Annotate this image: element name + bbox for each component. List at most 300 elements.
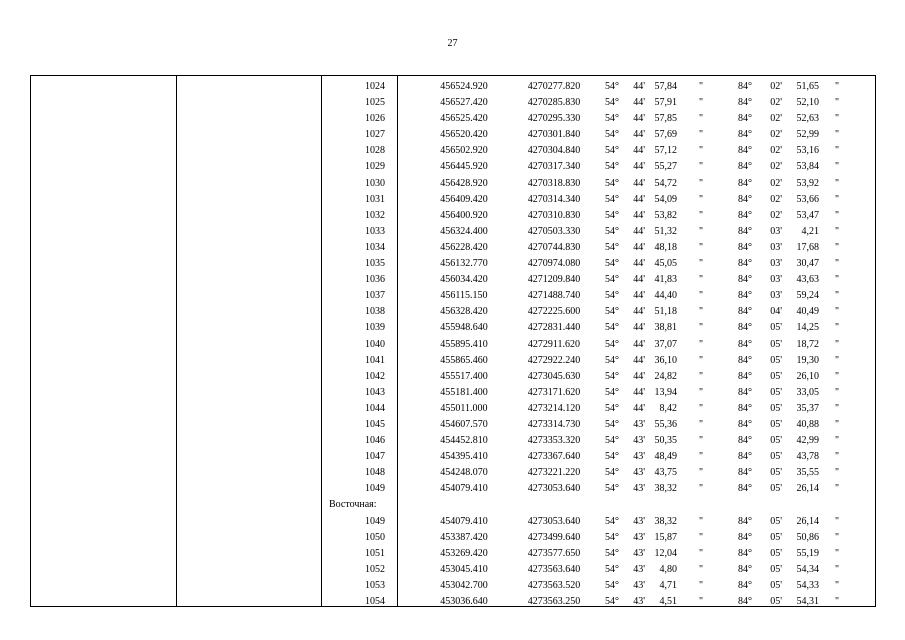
x-coordinate: 456525.420 xyxy=(440,113,488,125)
latitude-seconds-mark: " xyxy=(699,579,704,591)
x-coordinate: 453045.410 xyxy=(440,563,488,575)
latitude-seconds-mark: " xyxy=(699,483,704,495)
longitude-degrees: 84° xyxy=(738,338,752,350)
longitude-seconds: 52,63 xyxy=(796,113,819,125)
longitude-seconds-mark: " xyxy=(835,306,840,318)
y-coordinate: 4270304.840 xyxy=(527,145,581,157)
longitude-seconds: 26,10 xyxy=(796,370,819,382)
latitude-minutes: 44' xyxy=(633,113,645,125)
x-coordinate: 453387.420 xyxy=(440,531,488,543)
longitude-degrees: 84° xyxy=(738,386,752,398)
latitude-minutes: 44' xyxy=(633,258,645,270)
y-coordinate: 4271209.840 xyxy=(527,274,581,286)
longitude-minutes: 03' xyxy=(770,290,782,302)
longitude-degrees: 84° xyxy=(738,145,752,157)
point-number: 1049 xyxy=(365,483,385,495)
longitude-minutes: 05' xyxy=(770,467,782,479)
latitude-seconds: 45,05 xyxy=(654,258,677,270)
longitude-degrees: 84° xyxy=(738,483,752,495)
longitude-seconds-mark: " xyxy=(835,241,840,253)
longitude-seconds: 59,24 xyxy=(796,290,819,302)
longitude-seconds: 54,34 xyxy=(796,563,819,575)
longitude-seconds-mark: " xyxy=(835,370,840,382)
table-row xyxy=(31,546,875,562)
longitude-degrees: 84° xyxy=(738,274,752,286)
table-row xyxy=(31,320,875,336)
table-row xyxy=(31,95,875,111)
latitude-minutes: 43' xyxy=(633,483,645,495)
longitude-seconds: 53,66 xyxy=(796,193,819,205)
y-coordinate: 4272831.440 xyxy=(527,322,581,334)
x-coordinate: 455517.400 xyxy=(440,370,488,382)
x-coordinate: 456445.920 xyxy=(440,161,488,173)
longitude-degrees: 84° xyxy=(738,531,752,543)
x-coordinate: 455011.000 xyxy=(440,402,488,414)
longitude-seconds-mark: " xyxy=(835,531,840,543)
y-coordinate: 4273353.320 xyxy=(527,435,581,447)
longitude-degrees: 84° xyxy=(738,563,752,575)
latitude-minutes: 43' xyxy=(633,515,645,527)
latitude-degrees: 54° xyxy=(605,97,619,109)
latitude-degrees: 54° xyxy=(605,322,619,334)
latitude-seconds: 55,27 xyxy=(654,161,677,173)
latitude-degrees: 54° xyxy=(605,435,619,447)
latitude-seconds: 50,35 xyxy=(654,435,677,447)
table-row xyxy=(31,369,875,385)
x-coordinate: 455895.410 xyxy=(440,338,488,350)
longitude-minutes: 05' xyxy=(770,596,782,607)
longitude-seconds: 42,99 xyxy=(796,435,819,447)
table-row xyxy=(31,449,875,465)
latitude-minutes: 43' xyxy=(633,579,645,591)
latitude-minutes: 44' xyxy=(633,386,645,398)
table-row xyxy=(31,143,875,159)
y-coordinate: 4270503.330 xyxy=(527,225,581,237)
longitude-seconds: 40,88 xyxy=(796,418,819,430)
y-coordinate: 4273045.630 xyxy=(527,370,581,382)
x-coordinate: 454079.410 xyxy=(440,483,488,495)
latitude-minutes: 44' xyxy=(633,354,645,366)
longitude-degrees: 84° xyxy=(738,579,752,591)
longitude-minutes: 02' xyxy=(770,193,782,205)
latitude-seconds: 51,18 xyxy=(654,306,677,318)
latitude-seconds-mark: " xyxy=(699,451,704,463)
latitude-seconds-mark: " xyxy=(699,209,704,221)
longitude-seconds: 19,30 xyxy=(796,354,819,366)
longitude-seconds: 52,10 xyxy=(796,97,819,109)
longitude-seconds-mark: " xyxy=(835,258,840,270)
latitude-seconds: 13,94 xyxy=(654,386,677,398)
latitude-degrees: 54° xyxy=(605,113,619,125)
longitude-degrees: 84° xyxy=(738,547,752,559)
latitude-seconds: 48,49 xyxy=(654,451,677,463)
latitude-seconds-mark: " xyxy=(699,145,704,157)
y-coordinate: 4272922.240 xyxy=(527,354,581,366)
latitude-seconds-mark: " xyxy=(699,241,704,253)
latitude-minutes: 44' xyxy=(633,274,645,286)
longitude-degrees: 84° xyxy=(738,290,752,302)
longitude-seconds-mark: " xyxy=(835,354,840,366)
longitude-seconds: 55,19 xyxy=(796,547,819,559)
page-number: 27 xyxy=(447,38,458,49)
latitude-minutes: 44' xyxy=(633,177,645,189)
longitude-minutes: 02' xyxy=(770,129,782,141)
longitude-degrees: 84° xyxy=(738,354,752,366)
latitude-degrees: 54° xyxy=(605,354,619,366)
latitude-degrees: 54° xyxy=(605,483,619,495)
longitude-minutes: 05' xyxy=(770,515,782,527)
longitude-seconds: 35,55 xyxy=(796,467,819,479)
longitude-seconds: 40,49 xyxy=(796,306,819,318)
latitude-seconds: 8,42 xyxy=(659,402,677,414)
point-number: 1024 xyxy=(365,81,385,92)
latitude-seconds-mark: " xyxy=(699,258,704,270)
longitude-minutes: 05' xyxy=(770,547,782,559)
point-number: 1054 xyxy=(365,596,385,607)
latitude-minutes: 43' xyxy=(633,418,645,430)
longitude-degrees: 84° xyxy=(738,97,752,109)
latitude-seconds: 44,40 xyxy=(654,290,677,302)
latitude-minutes: 43' xyxy=(633,531,645,543)
latitude-seconds: 38,32 xyxy=(654,515,677,527)
longitude-minutes: 05' xyxy=(770,386,782,398)
longitude-seconds-mark: " xyxy=(835,418,840,430)
longitude-minutes: 05' xyxy=(770,531,782,543)
latitude-seconds-mark: " xyxy=(699,435,704,447)
x-coordinate: 456524.920 xyxy=(440,81,488,92)
table-row xyxy=(31,176,875,192)
point-number: 1039 xyxy=(365,322,385,334)
table-row xyxy=(31,385,875,401)
latitude-minutes: 44' xyxy=(633,209,645,221)
y-coordinate: 4273053.640 xyxy=(527,483,581,495)
y-coordinate: 4273563.520 xyxy=(527,579,581,591)
latitude-minutes: 44' xyxy=(633,193,645,205)
y-coordinate: 4270310.830 xyxy=(527,209,581,221)
latitude-seconds-mark: " xyxy=(699,467,704,479)
y-coordinate: 4270295.330 xyxy=(527,113,581,125)
latitude-seconds-mark: " xyxy=(699,306,704,318)
latitude-minutes: 44' xyxy=(633,338,645,350)
longitude-seconds-mark: " xyxy=(835,81,840,92)
longitude-minutes: 02' xyxy=(770,177,782,189)
table-row xyxy=(31,353,875,369)
x-coordinate: 456428.920 xyxy=(440,177,488,189)
longitude-degrees: 84° xyxy=(738,322,752,334)
longitude-seconds: 50,86 xyxy=(796,531,819,543)
latitude-minutes: 43' xyxy=(633,596,645,607)
longitude-degrees: 84° xyxy=(738,370,752,382)
latitude-seconds: 4,71 xyxy=(659,579,677,591)
longitude-degrees: 84° xyxy=(738,258,752,270)
longitude-degrees: 84° xyxy=(738,241,752,253)
longitude-minutes: 05' xyxy=(770,338,782,350)
point-number: 1028 xyxy=(365,145,385,157)
longitude-seconds-mark: " xyxy=(835,145,840,157)
table-row xyxy=(31,288,875,304)
latitude-seconds: 55,36 xyxy=(654,418,677,430)
latitude-degrees: 54° xyxy=(605,547,619,559)
latitude-degrees: 54° xyxy=(605,161,619,173)
point-number: 1031 xyxy=(365,193,385,205)
x-coordinate: 456527.420 xyxy=(440,97,488,109)
coordinates-table xyxy=(30,75,876,607)
longitude-seconds: 35,37 xyxy=(796,402,819,414)
longitude-degrees: 84° xyxy=(738,418,752,430)
latitude-degrees: 54° xyxy=(605,290,619,302)
longitude-degrees: 84° xyxy=(738,451,752,463)
latitude-degrees: 54° xyxy=(605,241,619,253)
table-row xyxy=(31,514,875,530)
longitude-seconds: 54,31 xyxy=(796,596,819,607)
latitude-seconds: 57,84 xyxy=(654,81,677,92)
longitude-minutes: 05' xyxy=(770,579,782,591)
point-number: 1030 xyxy=(365,177,385,189)
longitude-seconds-mark: " xyxy=(835,515,840,527)
longitude-degrees: 84° xyxy=(738,161,752,173)
longitude-minutes: 05' xyxy=(770,483,782,495)
latitude-minutes: 43' xyxy=(633,547,645,559)
longitude-minutes: 05' xyxy=(770,402,782,414)
y-coordinate: 4270318.830 xyxy=(527,177,581,189)
longitude-minutes: 05' xyxy=(770,435,782,447)
latitude-seconds: 43,75 xyxy=(654,467,677,479)
longitude-seconds-mark: " xyxy=(835,451,840,463)
latitude-seconds: 57,91 xyxy=(654,97,677,109)
table-row xyxy=(31,433,875,449)
point-number: 1042 xyxy=(365,370,385,382)
y-coordinate: 4273367.640 xyxy=(527,451,581,463)
longitude-seconds: 4,21 xyxy=(801,225,819,237)
y-coordinate: 4270974.080 xyxy=(527,258,581,270)
latitude-degrees: 54° xyxy=(605,209,619,221)
point-number: 1053 xyxy=(365,579,385,591)
longitude-minutes: 05' xyxy=(770,418,782,430)
point-number: 1043 xyxy=(365,386,385,398)
point-number: 1047 xyxy=(365,451,385,463)
point-number: 1038 xyxy=(365,306,385,318)
x-coordinate: 456328.420 xyxy=(440,306,488,318)
longitude-seconds: 26,14 xyxy=(796,515,819,527)
longitude-seconds-mark: " xyxy=(835,547,840,559)
x-coordinate: 455865.460 xyxy=(440,354,488,366)
longitude-seconds: 33,05 xyxy=(796,386,819,398)
y-coordinate: 4270285.830 xyxy=(527,97,581,109)
latitude-seconds-mark: " xyxy=(699,338,704,350)
longitude-minutes: 05' xyxy=(770,354,782,366)
longitude-minutes: 03' xyxy=(770,241,782,253)
latitude-degrees: 54° xyxy=(605,81,619,92)
longitude-seconds: 30,47 xyxy=(796,258,819,270)
table-row xyxy=(31,401,875,417)
latitude-degrees: 54° xyxy=(605,274,619,286)
point-number: 1048 xyxy=(365,467,385,479)
latitude-minutes: 44' xyxy=(633,290,645,302)
latitude-seconds: 57,85 xyxy=(654,113,677,125)
y-coordinate: 4273499.640 xyxy=(527,531,581,543)
longitude-seconds-mark: " xyxy=(835,225,840,237)
y-coordinate: 4273563.250 xyxy=(527,596,581,607)
y-coordinate: 4270277.820 xyxy=(527,81,581,92)
longitude-seconds: 26,14 xyxy=(796,483,819,495)
longitude-minutes: 03' xyxy=(770,274,782,286)
longitude-seconds: 51,65 xyxy=(796,81,819,92)
latitude-seconds-mark: " xyxy=(699,596,704,607)
latitude-minutes: 44' xyxy=(633,97,645,109)
latitude-seconds-mark: " xyxy=(699,274,704,286)
longitude-seconds: 53,16 xyxy=(796,145,819,157)
y-coordinate: 4273221.220 xyxy=(527,467,581,479)
y-coordinate: 4270744.830 xyxy=(527,241,581,253)
latitude-minutes: 44' xyxy=(633,322,645,334)
y-coordinate: 4270317.340 xyxy=(527,161,581,173)
point-number: 1041 xyxy=(365,354,385,366)
longitude-minutes: 05' xyxy=(770,451,782,463)
y-coordinate: 4273171.620 xyxy=(527,386,581,398)
x-coordinate: 456034.420 xyxy=(440,274,488,286)
latitude-seconds: 37,07 xyxy=(654,338,677,350)
longitude-seconds-mark: " xyxy=(835,435,840,447)
table-row xyxy=(31,272,875,288)
longitude-seconds-mark: " xyxy=(835,386,840,398)
longitude-seconds-mark: " xyxy=(835,563,840,575)
table-row xyxy=(31,481,875,497)
table-row xyxy=(31,304,875,320)
latitude-seconds: 41,83 xyxy=(654,274,677,286)
longitude-seconds: 53,92 xyxy=(796,177,819,189)
latitude-minutes: 44' xyxy=(633,306,645,318)
point-number: 1050 xyxy=(365,531,385,543)
latitude-minutes: 43' xyxy=(633,451,645,463)
latitude-degrees: 54° xyxy=(605,563,619,575)
longitude-seconds-mark: " xyxy=(835,290,840,302)
longitude-degrees: 84° xyxy=(738,129,752,141)
point-number: 1034 xyxy=(365,241,385,253)
longitude-seconds-mark: " xyxy=(835,193,840,205)
latitude-seconds-mark: " xyxy=(699,161,704,173)
table-row xyxy=(31,256,875,272)
point-number: 1052 xyxy=(365,563,385,575)
latitude-minutes: 44' xyxy=(633,241,645,253)
table-row xyxy=(31,578,875,594)
latitude-seconds-mark: " xyxy=(699,177,704,189)
x-coordinate: 453036.640 xyxy=(440,596,488,607)
table-row xyxy=(31,192,875,208)
longitude-minutes: 03' xyxy=(770,225,782,237)
section-label: Восточная: xyxy=(329,499,377,511)
longitude-degrees: 84° xyxy=(738,435,752,447)
table-row xyxy=(31,562,875,578)
latitude-seconds-mark: " xyxy=(699,402,704,414)
x-coordinate: 455181.400 xyxy=(440,386,488,398)
latitude-seconds-mark: " xyxy=(699,354,704,366)
y-coordinate: 4273053.640 xyxy=(527,515,581,527)
longitude-seconds-mark: " xyxy=(835,129,840,141)
y-coordinate: 4272911.620 xyxy=(527,338,581,350)
latitude-seconds: 15,87 xyxy=(654,531,677,543)
point-number: 1035 xyxy=(365,258,385,270)
longitude-seconds-mark: " xyxy=(835,483,840,495)
longitude-degrees: 84° xyxy=(738,596,752,607)
latitude-degrees: 54° xyxy=(605,418,619,430)
latitude-minutes: 44' xyxy=(633,370,645,382)
latitude-degrees: 54° xyxy=(605,258,619,270)
table-row xyxy=(31,337,875,353)
longitude-seconds: 18,72 xyxy=(796,338,819,350)
longitude-seconds-mark: " xyxy=(835,274,840,286)
latitude-degrees: 54° xyxy=(605,306,619,318)
latitude-seconds: 54,72 xyxy=(654,177,677,189)
latitude-seconds: 4,80 xyxy=(659,563,677,575)
latitude-seconds-mark: " xyxy=(699,322,704,334)
latitude-degrees: 54° xyxy=(605,145,619,157)
longitude-seconds: 17,68 xyxy=(796,241,819,253)
latitude-seconds: 38,81 xyxy=(654,322,677,334)
point-number: 1051 xyxy=(365,547,385,559)
x-coordinate: 454248.070 xyxy=(440,467,488,479)
longitude-degrees: 84° xyxy=(738,467,752,479)
point-number: 1044 xyxy=(365,402,385,414)
longitude-seconds: 54,33 xyxy=(796,579,819,591)
latitude-degrees: 54° xyxy=(605,451,619,463)
latitude-seconds-mark: " xyxy=(699,290,704,302)
latitude-seconds-mark: " xyxy=(699,386,704,398)
latitude-degrees: 54° xyxy=(605,193,619,205)
table-row xyxy=(31,111,875,127)
x-coordinate: 455948.640 xyxy=(440,322,488,334)
latitude-degrees: 54° xyxy=(605,129,619,141)
longitude-seconds-mark: " xyxy=(835,338,840,350)
latitude-degrees: 54° xyxy=(605,596,619,607)
latitude-seconds-mark: " xyxy=(699,418,704,430)
latitude-seconds-mark: " xyxy=(699,563,704,575)
x-coordinate: 456502.920 xyxy=(440,145,488,157)
y-coordinate: 4270314.340 xyxy=(527,193,581,205)
latitude-seconds-mark: " xyxy=(699,515,704,527)
longitude-seconds: 52,99 xyxy=(796,129,819,141)
latitude-degrees: 54° xyxy=(605,338,619,350)
latitude-seconds: 54,09 xyxy=(654,193,677,205)
latitude-minutes: 44' xyxy=(633,161,645,173)
table-row xyxy=(31,127,875,143)
x-coordinate: 456228.420 xyxy=(440,241,488,253)
latitude-seconds: 57,12 xyxy=(654,145,677,157)
point-number: 1045 xyxy=(365,418,385,430)
longitude-seconds-mark: " xyxy=(835,209,840,221)
y-coordinate: 4271488.740 xyxy=(527,290,581,302)
latitude-minutes: 44' xyxy=(633,145,645,157)
latitude-minutes: 43' xyxy=(633,467,645,479)
longitude-degrees: 84° xyxy=(738,306,752,318)
latitude-degrees: 54° xyxy=(605,531,619,543)
table-row xyxy=(31,417,875,433)
table-row xyxy=(31,465,875,481)
latitude-degrees: 54° xyxy=(605,370,619,382)
latitude-seconds-mark: " xyxy=(699,193,704,205)
point-number: 1046 xyxy=(365,435,385,447)
latitude-degrees: 54° xyxy=(605,386,619,398)
longitude-degrees: 84° xyxy=(738,402,752,414)
latitude-degrees: 54° xyxy=(605,225,619,237)
longitude-seconds-mark: " xyxy=(835,467,840,479)
point-number: 1049 xyxy=(365,515,385,527)
latitude-degrees: 54° xyxy=(605,467,619,479)
latitude-seconds-mark: " xyxy=(699,81,704,92)
longitude-minutes: 02' xyxy=(770,209,782,221)
point-number: 1027 xyxy=(365,129,385,141)
longitude-seconds-mark: " xyxy=(835,177,840,189)
point-number: 1025 xyxy=(365,97,385,109)
